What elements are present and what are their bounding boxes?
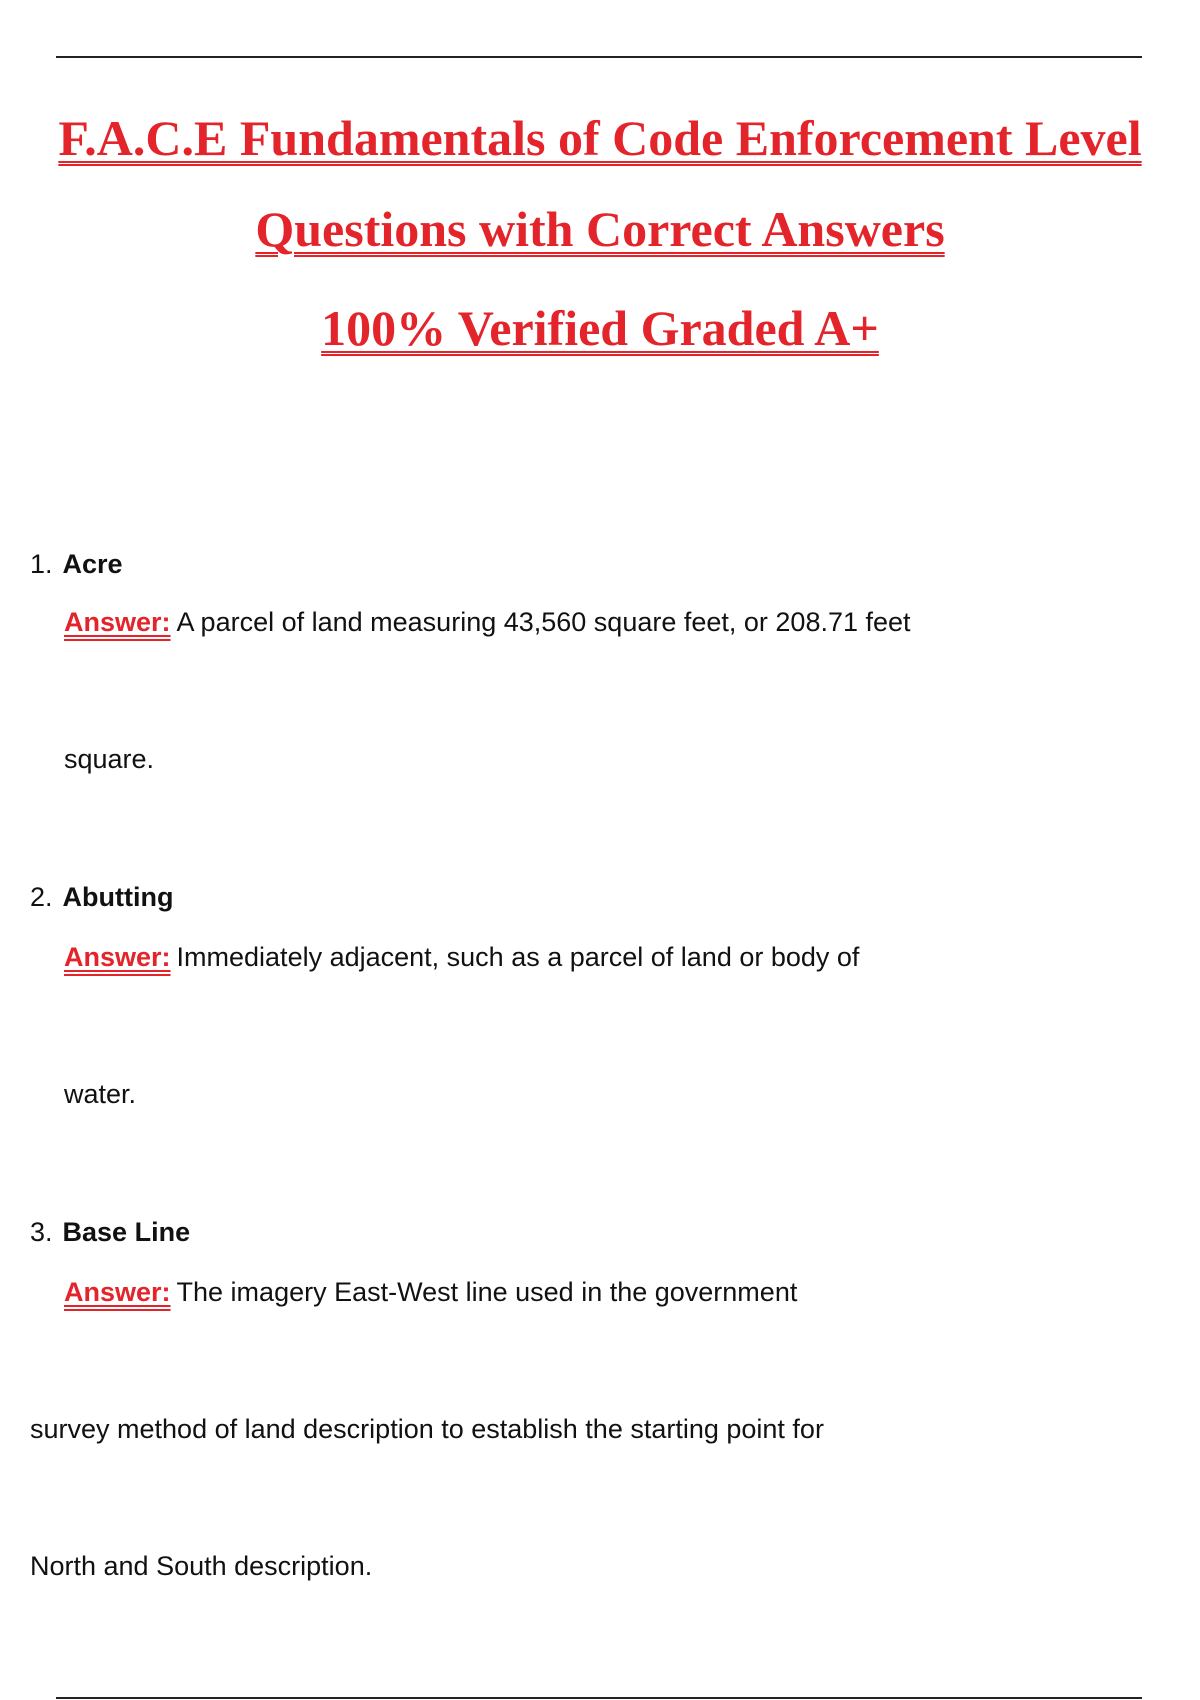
answer-label: Answer:	[64, 942, 171, 972]
answer-3-continuation-1: survey method of land description to establish the starting point for	[30, 1414, 824, 1444]
answer-1-continuation: square.	[64, 744, 155, 774]
answer-3	[64, 1274, 797, 1310]
answer-text: Immediately adjacent, such as a parcel of land or body of	[176, 942, 860, 972]
bottom-rule	[56, 1697, 1142, 1699]
question-term: Acre	[62, 549, 123, 579]
document-title-line-2: Questions with Correct Answers	[255, 201, 945, 257]
answer-label: Answer:	[64, 1277, 171, 1307]
document-title-line-3: 100% Verified Graded A+	[321, 300, 879, 356]
answer-text: The imagery East-West line used in the government	[176, 1277, 798, 1307]
answer-text: A parcel of land measuring 43,560 square feet, or 208.71 feet	[176, 607, 911, 637]
answer-1	[64, 604, 911, 640]
question-number: 3.	[30, 1217, 53, 1247]
answer-2-continuation: water.	[64, 1079, 137, 1109]
answer-2	[64, 939, 859, 975]
answer-label: Answer:	[64, 607, 171, 637]
question-2	[30, 879, 173, 915]
answer-3-continuation-2: North and South description.	[30, 1551, 373, 1581]
question-1	[30, 546, 123, 582]
question-term: Base Line	[62, 1217, 191, 1247]
question-number: 1.	[30, 549, 53, 579]
question-number: 2.	[30, 882, 53, 912]
question-3	[30, 1214, 190, 1250]
document-title-line-1: F.A.C.E Fundamentals of Code Enforcement Level	[58, 110, 1142, 166]
top-rule	[56, 56, 1142, 58]
question-term: Abutting	[62, 882, 174, 912]
